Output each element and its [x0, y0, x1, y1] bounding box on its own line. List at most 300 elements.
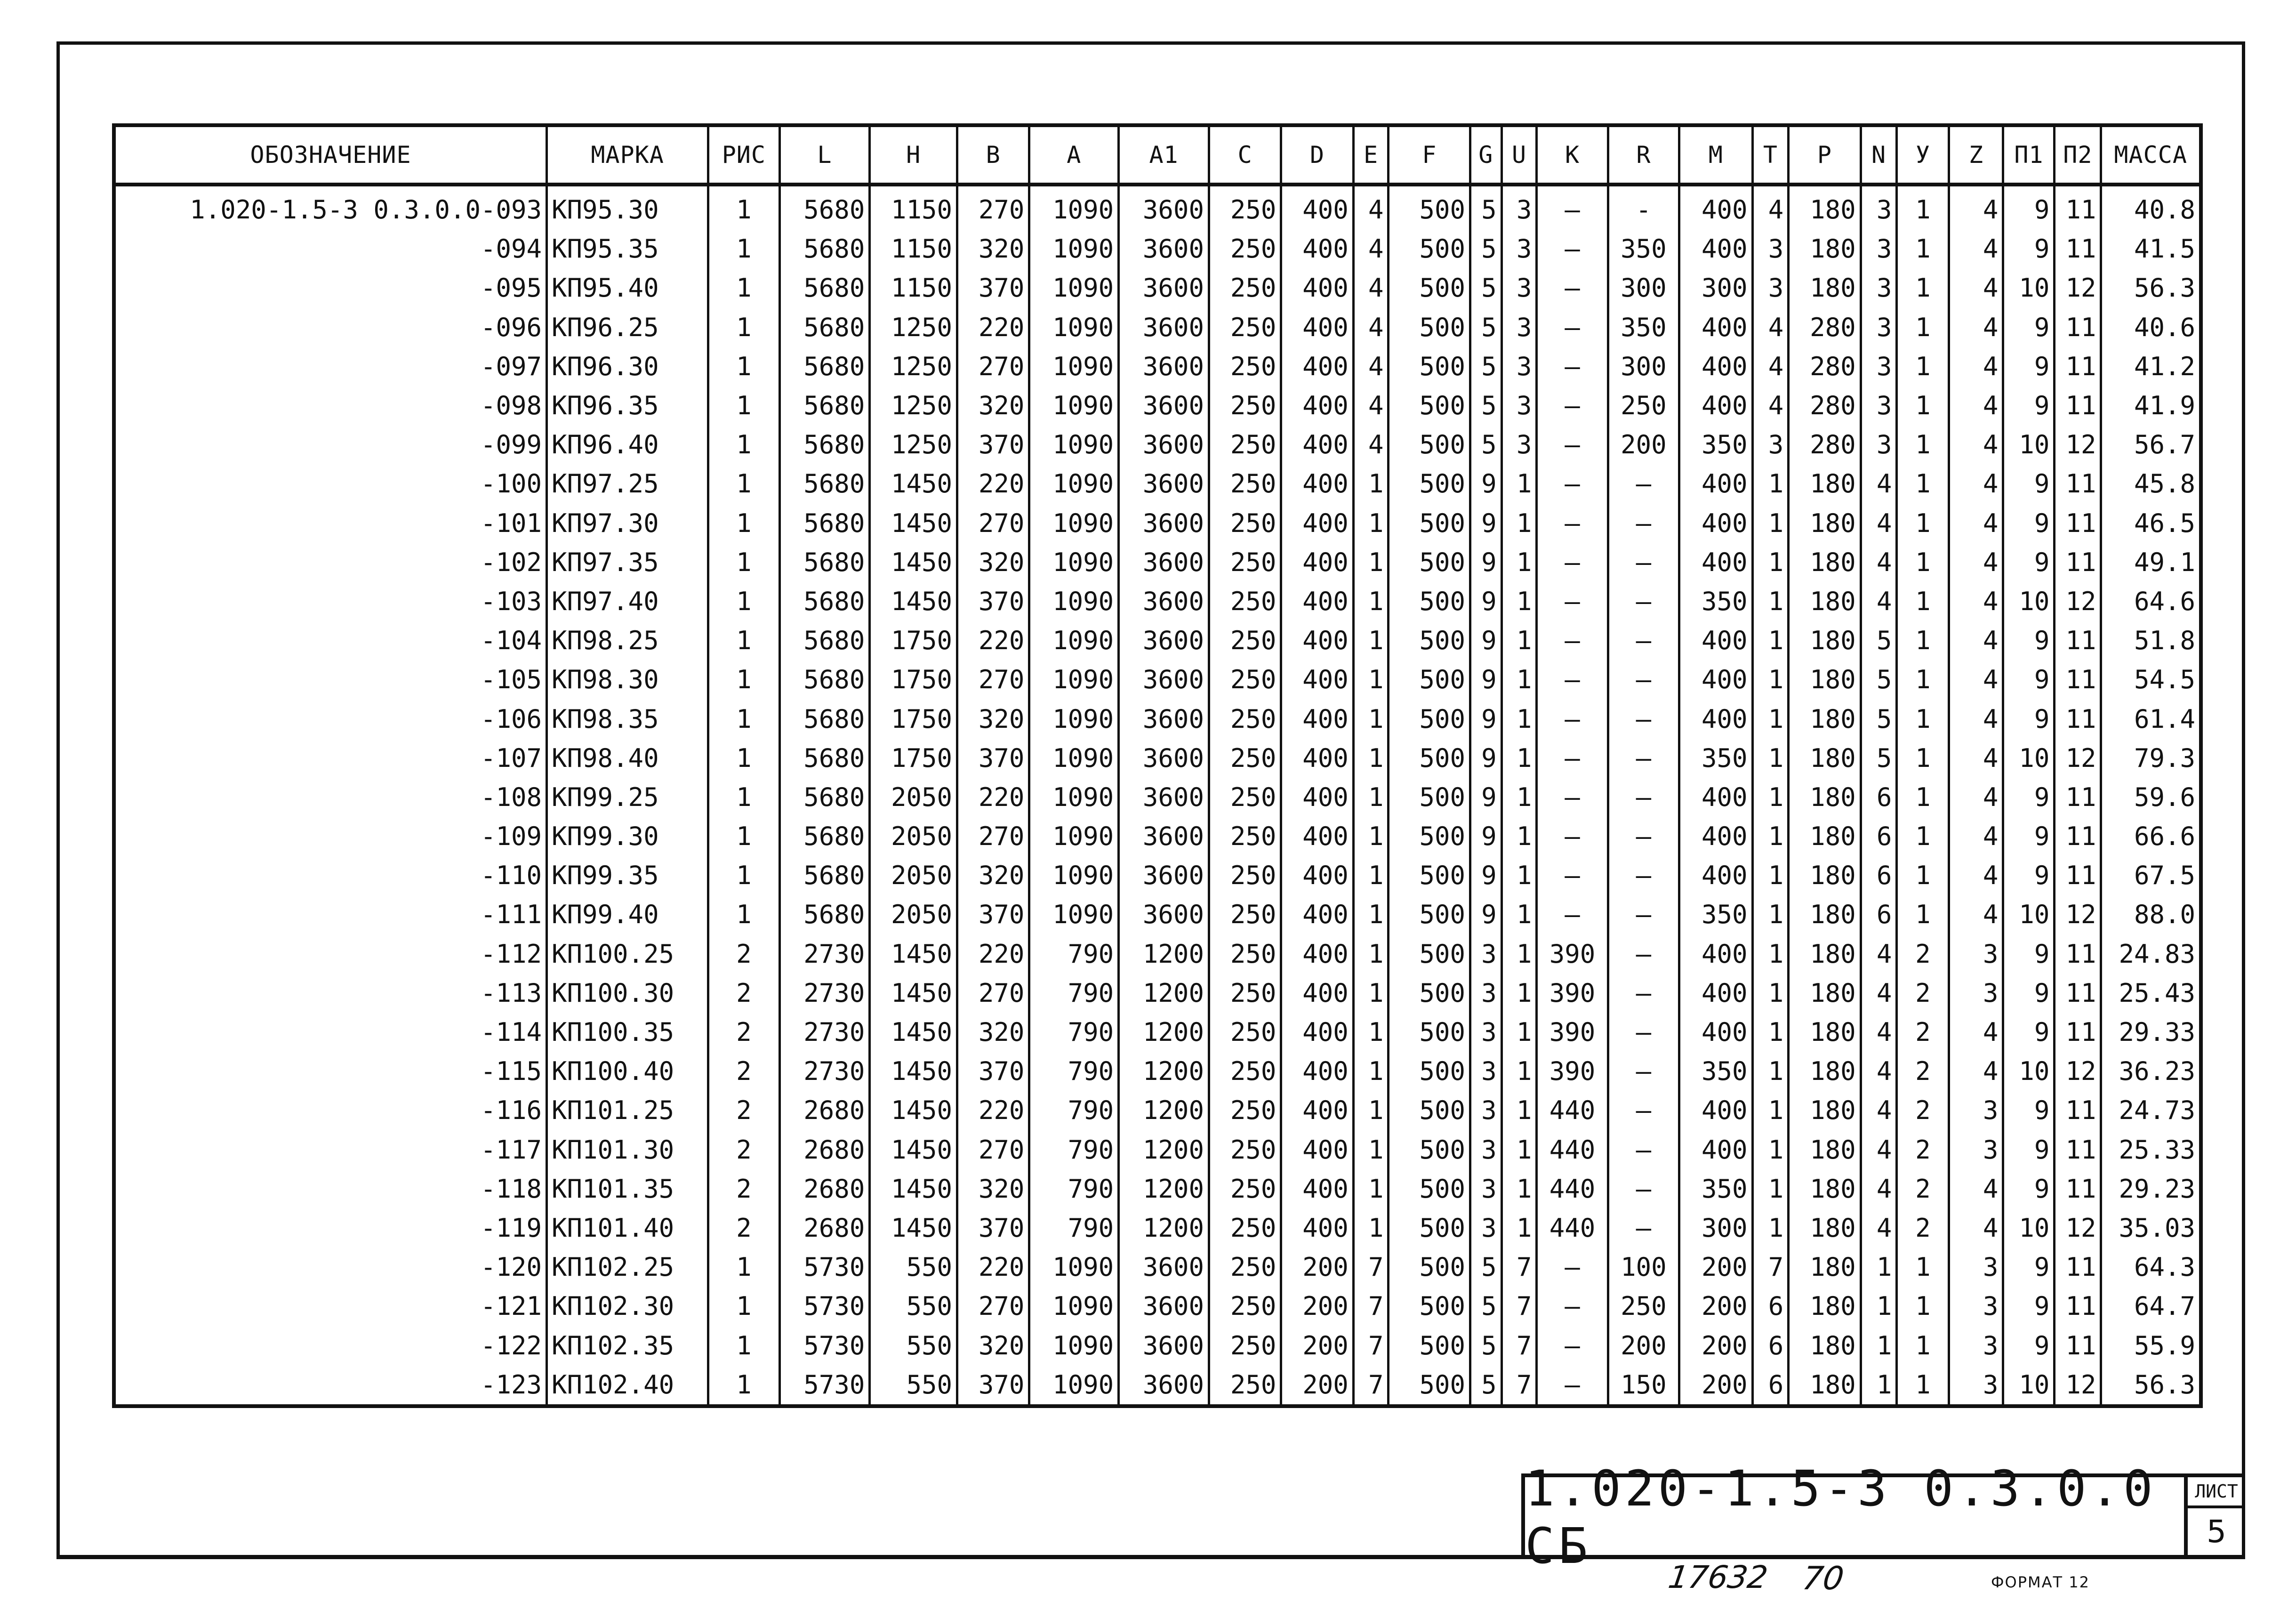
table-cell: 250 — [1608, 1287, 1679, 1326]
table-cell: 440 — [1537, 1208, 1608, 1248]
table-cell: 24.73 — [2101, 1091, 2201, 1130]
column-header: P — [1789, 125, 1861, 185]
table-cell: 2680 — [779, 1169, 870, 1208]
table-row — [114, 582, 2201, 621]
table-cell: 5 — [1470, 308, 1502, 347]
table-cell: 4 — [1353, 308, 1389, 347]
table-cell: – — [1537, 621, 1608, 660]
table-cell: 5680 — [779, 425, 870, 464]
table-cell: 1090 — [1029, 386, 1119, 425]
table-cell: 9 — [2003, 386, 2055, 425]
table-cell: 5680 — [779, 347, 870, 386]
table-cell: -099 — [114, 425, 547, 464]
table-row — [114, 543, 2201, 582]
table-cell: 4 — [1949, 699, 2003, 738]
table-cell: 1450 — [870, 1013, 957, 1052]
table-cell: 9 — [2003, 464, 2055, 503]
table-cell: 1 — [708, 856, 779, 895]
table-cell: 320 — [957, 1169, 1029, 1208]
table-cell: 1 — [1752, 1091, 1789, 1130]
table-cell: 370 — [957, 739, 1029, 778]
table-cell: – — [1608, 817, 1679, 856]
table-cell: 1090 — [1029, 739, 1119, 778]
table-cell: 250 — [1209, 582, 1281, 621]
table-cell: 1 — [1501, 778, 1537, 817]
table-cell: 400 — [1281, 817, 1353, 856]
table-cell: 1450 — [870, 582, 957, 621]
table-cell: 56.7 — [2101, 425, 2201, 464]
table-cell: 5 — [1470, 1287, 1502, 1326]
table-cell: 4 — [1949, 778, 2003, 817]
table-cell: 400 — [1679, 229, 1752, 268]
table-cell: 24.83 — [2101, 934, 2201, 974]
table-cell: 4 — [1949, 185, 2003, 229]
table-cell: 3600 — [1119, 347, 1209, 386]
table-cell: 1090 — [1029, 1326, 1119, 1365]
table-cell: -117 — [114, 1130, 547, 1169]
table-cell: 1 — [1752, 582, 1789, 621]
table-cell: – — [1537, 464, 1608, 503]
table-cell: 2730 — [779, 934, 870, 974]
table-cell: 1 — [1501, 699, 1537, 738]
table-cell: -110 — [114, 856, 547, 895]
table-cell: 250 — [1209, 1287, 1281, 1326]
table-cell: 3600 — [1119, 464, 1209, 503]
table-cell: 500 — [1389, 699, 1470, 738]
table-cell: 400 — [1281, 504, 1353, 543]
table-cell: 1 — [1897, 464, 1949, 503]
table-cell: 5 — [1861, 660, 1897, 699]
table-cell: 2 — [708, 1091, 779, 1130]
table-cell: 3 — [1861, 229, 1897, 268]
table-cell: 400 — [1679, 543, 1752, 582]
table-cell: 5 — [1861, 699, 1897, 738]
table-cell: 10 — [2003, 1052, 2055, 1091]
table-cell: 400 — [1679, 386, 1752, 425]
table-cell: 3 — [1949, 1287, 2003, 1326]
table-cell: 5 — [1470, 185, 1502, 229]
table-cell: 1250 — [870, 425, 957, 464]
table-cell: 4 — [1752, 386, 1789, 425]
table-cell: 3 — [1861, 308, 1897, 347]
table-cell: 220 — [957, 308, 1029, 347]
table-cell: 370 — [957, 268, 1029, 307]
table-cell: 790 — [1029, 934, 1119, 974]
table-cell: 250 — [1209, 1169, 1281, 1208]
table-cell: 180 — [1789, 660, 1861, 699]
table-cell: 9 — [2003, 817, 2055, 856]
table-cell: 2730 — [779, 974, 870, 1013]
table-cell: 1750 — [870, 699, 957, 738]
table-cell: -096 — [114, 308, 547, 347]
table-cell: 40.8 — [2101, 185, 2201, 229]
table-cell: 500 — [1389, 739, 1470, 778]
column-header: G — [1470, 125, 1502, 185]
table-cell: 270 — [957, 974, 1029, 1013]
table-cell: 2 — [1897, 1169, 1949, 1208]
table-cell: 7 — [1353, 1326, 1389, 1365]
table-cell: 500 — [1389, 425, 1470, 464]
table-cell: 180 — [1789, 739, 1861, 778]
table-cell: 1 — [1501, 739, 1537, 778]
table-cell: 41.2 — [2101, 347, 2201, 386]
table-cell: 2 — [708, 1130, 779, 1169]
table-cell: 250 — [1209, 464, 1281, 503]
table-cell: 280 — [1789, 386, 1861, 425]
table-cell: 790 — [1029, 1208, 1119, 1248]
table-cell: 250 — [1209, 1130, 1281, 1169]
table-cell: 3 — [1501, 425, 1537, 464]
table-cell: 11 — [2055, 621, 2101, 660]
table-cell: 6 — [1752, 1326, 1789, 1365]
table-cell: 2680 — [779, 1091, 870, 1130]
table-cell: 9 — [1470, 660, 1502, 699]
table-cell: 3 — [1501, 229, 1537, 268]
table-cell: 1450 — [870, 1052, 957, 1091]
table-cell: 500 — [1389, 504, 1470, 543]
table-cell: 400 — [1281, 1091, 1353, 1130]
table-cell: 9 — [1470, 699, 1502, 738]
table-cell: 400 — [1281, 185, 1353, 229]
table-cell: 400 — [1679, 817, 1752, 856]
column-header: C — [1209, 125, 1281, 185]
table-cell: 500 — [1389, 1169, 1470, 1208]
table-row — [114, 347, 2201, 386]
table-cell: 9 — [1470, 582, 1502, 621]
table-cell: 9 — [1470, 817, 1502, 856]
table-cell: КП102.40 — [547, 1365, 708, 1406]
table-cell: 6 — [1861, 817, 1897, 856]
table-cell: 200 — [1608, 425, 1679, 464]
table-cell: 300 — [1679, 1208, 1752, 1248]
table-cell: 1750 — [870, 660, 957, 699]
table-cell: 11 — [2055, 185, 2101, 229]
table-cell: 88.0 — [2101, 895, 2201, 934]
table-cell: – — [1608, 699, 1679, 738]
table-cell: 9 — [1470, 778, 1502, 817]
table-cell: 250 — [1209, 660, 1281, 699]
table-cell: 3 — [1949, 974, 2003, 1013]
table-cell: 7 — [1501, 1248, 1537, 1287]
table-cell: 440 — [1537, 1130, 1608, 1169]
table-cell: 1 — [1353, 660, 1389, 699]
table-cell: 1450 — [870, 1091, 957, 1130]
table-row — [114, 739, 2201, 778]
table-cell: 41.9 — [2101, 386, 2201, 425]
table-cell: 11 — [2055, 1287, 2101, 1326]
table-cell: – — [1608, 504, 1679, 543]
table-cell: 2 — [1897, 934, 1949, 974]
table-row — [114, 464, 2201, 503]
column-header: U — [1501, 125, 1537, 185]
table-cell: 45.8 — [2101, 464, 2201, 503]
table-cell: 1090 — [1029, 895, 1119, 934]
table-cell: 400 — [1281, 268, 1353, 307]
table-cell: 1 — [1353, 895, 1389, 934]
table-cell: 5 — [1861, 621, 1897, 660]
table-cell: КП100.35 — [547, 1013, 708, 1052]
table-cell: 250 — [1209, 1091, 1281, 1130]
table-cell: 9 — [2003, 1287, 2055, 1326]
table-cell: 250 — [1209, 268, 1281, 307]
table-cell: – — [1537, 347, 1608, 386]
table-cell: 200 — [1281, 1287, 1353, 1326]
table-cell: 1090 — [1029, 582, 1119, 621]
table-cell: 3600 — [1119, 504, 1209, 543]
table-cell: 9 — [2003, 1248, 2055, 1287]
column-header: H — [870, 125, 957, 185]
table-cell: 5 — [1470, 386, 1502, 425]
table-cell: 9 — [2003, 1169, 2055, 1208]
table-cell: 4 — [1861, 582, 1897, 621]
table-cell: 1 — [708, 229, 779, 268]
table-cell: 400 — [1281, 543, 1353, 582]
table-cell: 250 — [1209, 895, 1281, 934]
table-cell: 1 — [1897, 425, 1949, 464]
table-cell: 1090 — [1029, 778, 1119, 817]
table-cell: -107 — [114, 739, 547, 778]
table-cell: 4 — [1353, 185, 1389, 229]
table-cell: 400 — [1281, 1169, 1353, 1208]
table-cell: 1090 — [1029, 504, 1119, 543]
table-cell: 5 — [1470, 229, 1502, 268]
inventory-count: 70 — [1800, 1560, 1846, 1597]
table-cell: 180 — [1789, 974, 1861, 1013]
table-row — [114, 386, 2201, 425]
table-cell: 1750 — [870, 621, 957, 660]
table-cell: КП96.35 — [547, 386, 708, 425]
table-cell: 400 — [1679, 621, 1752, 660]
table-cell: 5680 — [779, 778, 870, 817]
table-cell: 400 — [1679, 1013, 1752, 1052]
table-cell: 400 — [1281, 386, 1353, 425]
table-cell: 9 — [1470, 621, 1502, 660]
table-cell: 1 — [708, 1326, 779, 1365]
table-cell: 3600 — [1119, 621, 1209, 660]
table-cell: 1250 — [870, 386, 957, 425]
table-cell: 1 — [1861, 1248, 1897, 1287]
table-cell: 4 — [1752, 185, 1789, 229]
table-cell: – — [1537, 1248, 1608, 1287]
column-header: МАССА — [2101, 125, 2201, 185]
table-cell: 1200 — [1119, 934, 1209, 974]
table-cell: КП96.40 — [547, 425, 708, 464]
table-cell: 5 — [1470, 1248, 1502, 1287]
table-cell: 250 — [1209, 1326, 1281, 1365]
table-cell: 1 — [1752, 895, 1789, 934]
table-cell: 12 — [2055, 1208, 2101, 1248]
table-cell: 9 — [2003, 1130, 2055, 1169]
table-cell: 9 — [2003, 934, 2055, 974]
table-cell: 4 — [1861, 1091, 1897, 1130]
table-cell: КП98.40 — [547, 739, 708, 778]
table-cell: 1090 — [1029, 856, 1119, 895]
table-cell: 3 — [1752, 268, 1789, 307]
table-row — [114, 1287, 2201, 1326]
table-cell: 790 — [1029, 1013, 1119, 1052]
table-cell: 270 — [957, 1130, 1029, 1169]
column-header: M — [1679, 125, 1752, 185]
table-cell: 300 — [1608, 347, 1679, 386]
table-cell: 1 — [1897, 308, 1949, 347]
table-cell: 500 — [1389, 778, 1470, 817]
table-cell: 3 — [1861, 347, 1897, 386]
table-cell: 400 — [1281, 895, 1353, 934]
table-cell: -108 — [114, 778, 547, 817]
table-cell: - — [1608, 185, 1679, 229]
table-cell: КП99.35 — [547, 856, 708, 895]
table-cell: – — [1608, 856, 1679, 895]
table-cell: 5730 — [779, 1326, 870, 1365]
table-cell: 550 — [870, 1248, 957, 1287]
table-cell: 1450 — [870, 1130, 957, 1169]
table-cell: 1200 — [1119, 974, 1209, 1013]
table-cell: 250 — [1209, 817, 1281, 856]
table-cell: 3 — [1470, 974, 1502, 1013]
table-cell: 180 — [1789, 543, 1861, 582]
table-cell: 1 — [1501, 1208, 1537, 1248]
table-cell: 370 — [957, 895, 1029, 934]
table-cell: 9 — [2003, 1091, 2055, 1130]
table-cell: 1 — [708, 1365, 779, 1406]
table-cell: 1 — [1752, 1130, 1789, 1169]
table-cell: 3600 — [1119, 1365, 1209, 1406]
table-cell: 5680 — [779, 229, 870, 268]
table-cell: 400 — [1679, 504, 1752, 543]
table-cell: 1 — [1752, 974, 1789, 1013]
table-cell: 320 — [957, 229, 1029, 268]
table-cell: 5 — [1470, 268, 1502, 307]
table-cell: 9 — [2003, 1013, 2055, 1052]
table-cell: 1090 — [1029, 1248, 1119, 1287]
table-cell: 5680 — [779, 817, 870, 856]
table-cell: 1090 — [1029, 347, 1119, 386]
table-cell: 4 — [1353, 268, 1389, 307]
table-cell: КП99.25 — [547, 778, 708, 817]
table-cell: 180 — [1789, 895, 1861, 934]
column-header: F — [1389, 125, 1470, 185]
table-cell: 500 — [1389, 1365, 1470, 1406]
table-cell: 5680 — [779, 268, 870, 307]
table-cell: 1 — [1501, 856, 1537, 895]
table-cell: 400 — [1679, 1130, 1752, 1169]
table-cell: 11 — [2055, 543, 2101, 582]
table-cell: 180 — [1789, 1169, 1861, 1208]
table-cell: 11 — [2055, 308, 2101, 347]
table-cell: 4 — [1353, 229, 1389, 268]
table-cell: 4 — [1861, 1052, 1897, 1091]
table-cell: 1 — [1501, 543, 1537, 582]
table-cell: 1 — [1752, 504, 1789, 543]
table-cell: 1 — [1897, 1287, 1949, 1326]
table-cell: -122 — [114, 1326, 547, 1365]
table-cell: 180 — [1789, 1052, 1861, 1091]
table-cell: 11 — [2055, 934, 2101, 974]
table-cell: 180 — [1789, 229, 1861, 268]
table-cell: – — [1608, 934, 1679, 974]
table-cell: -094 — [114, 229, 547, 268]
table-cell: 10 — [2003, 1208, 2055, 1248]
table-cell: 3 — [1752, 425, 1789, 464]
table-cell: 1 — [708, 185, 779, 229]
table-cell: 180 — [1789, 504, 1861, 543]
table-cell: 4 — [1861, 1130, 1897, 1169]
table-cell: 3 — [1501, 308, 1537, 347]
table-cell: 400 — [1679, 464, 1752, 503]
table-cell: 1 — [708, 1287, 779, 1326]
table-cell: 4 — [1353, 386, 1389, 425]
table-cell: -098 — [114, 386, 547, 425]
table-row — [114, 974, 2201, 1013]
column-header: A — [1029, 125, 1119, 185]
table-cell: 4 — [1949, 856, 2003, 895]
table-cell: 5730 — [779, 1248, 870, 1287]
table-cell: 500 — [1389, 1248, 1470, 1287]
table-cell: 790 — [1029, 1169, 1119, 1208]
table-cell: 400 — [1281, 1052, 1353, 1091]
table-cell: 5 — [1470, 425, 1502, 464]
table-cell: 11 — [2055, 1130, 2101, 1169]
table-cell: 5680 — [779, 308, 870, 347]
table-cell: 67.5 — [2101, 856, 2201, 895]
table-row — [114, 504, 2201, 543]
table-cell: 180 — [1789, 582, 1861, 621]
table-cell: 550 — [870, 1287, 957, 1326]
table-cell: 350 — [1679, 582, 1752, 621]
table-cell: 4 — [1949, 582, 2003, 621]
table-cell: 4 — [1353, 425, 1389, 464]
table-cell: 4 — [1861, 464, 1897, 503]
table-cell: – — [1537, 856, 1608, 895]
table-cell: 4 — [1949, 268, 2003, 307]
table-cell: 4 — [1861, 934, 1897, 974]
table-cell: 1250 — [870, 347, 957, 386]
table-cell: 500 — [1389, 268, 1470, 307]
table-cell: 6 — [1861, 778, 1897, 817]
table-cell: 4 — [1949, 347, 2003, 386]
column-header: D — [1281, 125, 1353, 185]
table-cell: – — [1537, 1287, 1608, 1326]
table-cell: 1 — [1897, 582, 1949, 621]
table-cell: 500 — [1389, 1208, 1470, 1248]
table-cell: 400 — [1281, 660, 1353, 699]
table-cell: 500 — [1389, 1091, 1470, 1130]
inventory-number: 17632 — [1666, 1559, 1770, 1595]
table-cell: 1 — [1353, 1013, 1389, 1052]
table-cell: -112 — [114, 934, 547, 974]
table-cell: 1250 — [870, 308, 957, 347]
table-cell: КП95.30 — [547, 185, 708, 229]
table-cell: 200 — [1608, 1326, 1679, 1365]
table-cell: 11 — [2055, 856, 2101, 895]
table-cell: 2 — [1897, 1013, 1949, 1052]
column-header: R — [1608, 125, 1679, 185]
table-cell: 250 — [1209, 229, 1281, 268]
table-cell: 180 — [1789, 1248, 1861, 1287]
table-cell: 12 — [2055, 1365, 2101, 1406]
table-cell: 5680 — [779, 895, 870, 934]
table-cell: 500 — [1389, 1052, 1470, 1091]
table-cell: 1150 — [870, 229, 957, 268]
table-cell: 400 — [1679, 856, 1752, 895]
table-cell: 7 — [1752, 1248, 1789, 1287]
table-cell: 180 — [1789, 1326, 1861, 1365]
table-cell: 500 — [1389, 660, 1470, 699]
table-cell: КП98.25 — [547, 621, 708, 660]
table-cell: 1 — [708, 621, 779, 660]
table-cell: 3 — [1501, 268, 1537, 307]
table-cell: 9 — [2003, 621, 2055, 660]
